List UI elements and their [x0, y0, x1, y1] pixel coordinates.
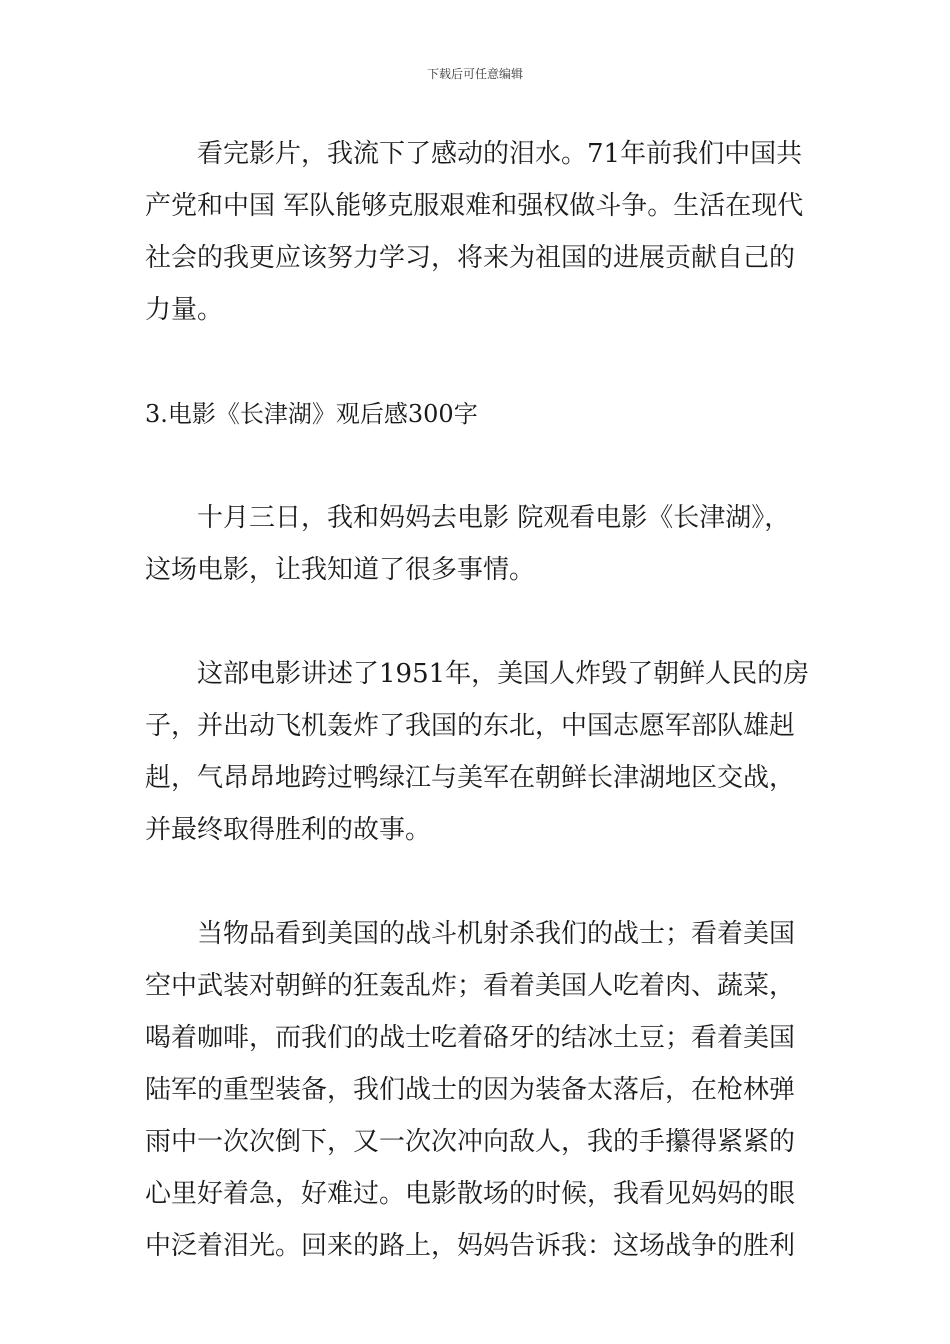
text-line: 并最终取得胜利的故事。 [145, 815, 432, 845]
paragraph-3 [145, 648, 817, 856]
text-line: 喝着咖啡，而我们的战士吃着硌牙的结冰土豆；看着美国 [145, 1023, 796, 1053]
page-header-note: 下载后可任意编辑 [426, 67, 523, 81]
paragraph-4 [145, 908, 817, 1272]
paragraph-2 [145, 492, 817, 596]
text-line: 十月三日，我和妈妈去电影 院观看电影《长津湖》， [197, 503, 791, 533]
text-line: 当物品看到美国的战斗机射杀我们的战士；看着美国 [197, 919, 796, 949]
paragraph-spacer [145, 856, 817, 908]
paragraph-1 [145, 128, 817, 336]
text-line: 心里好着急，好难过。电影散场的时候，我看见妈妈的眼 [145, 1179, 796, 1209]
text-line: 中泛着泪光。回来的路上，妈妈告诉我：这场战争的胜利 [145, 1231, 796, 1261]
text-line: 看完影片，我流下了感动的泪水。71年前我们中国共 [197, 139, 803, 169]
paragraph-spacer [145, 596, 817, 648]
paragraph-spacer [145, 440, 817, 492]
text-line: 力量。 [145, 295, 224, 325]
text-line: 这场电影，让我知道了很多事情。 [145, 555, 536, 585]
text-line: 产党和中国 军队能够克服艰难和强权做斗争。生活在现代 [145, 191, 804, 221]
paragraph-spacer [145, 336, 817, 388]
text-line: 社会的我更应该努力学习，将来为祖国的进展贡献自己的 [145, 243, 796, 273]
text-line: 雨中一次次倒下，又一次次冲向敌人，我的手攥得紧紧的 [145, 1127, 796, 1157]
text-line: 子，并出动飞机轰炸了我国的东北，中国志愿军部队雄赳 [145, 711, 796, 741]
section-heading: 3.电影《长津湖》观后感300字 [145, 400, 478, 428]
text-line: 这部电影讲述了1951年，美国人炸毁了朝鲜人民的房 [197, 659, 810, 689]
document-body [145, 128, 817, 1272]
text-line: 空中武装对朝鲜的狂轰乱炸；看着美国人吃着肉、蔬菜， [145, 971, 796, 1001]
text-line: 赳，气昂昂地跨过鸭绿江与美军在朝鲜长津湖地区交战， [145, 763, 796, 793]
text-line: 陆军的重型装备，我们战士的因为装备太落后，在枪林弹 [145, 1075, 796, 1105]
